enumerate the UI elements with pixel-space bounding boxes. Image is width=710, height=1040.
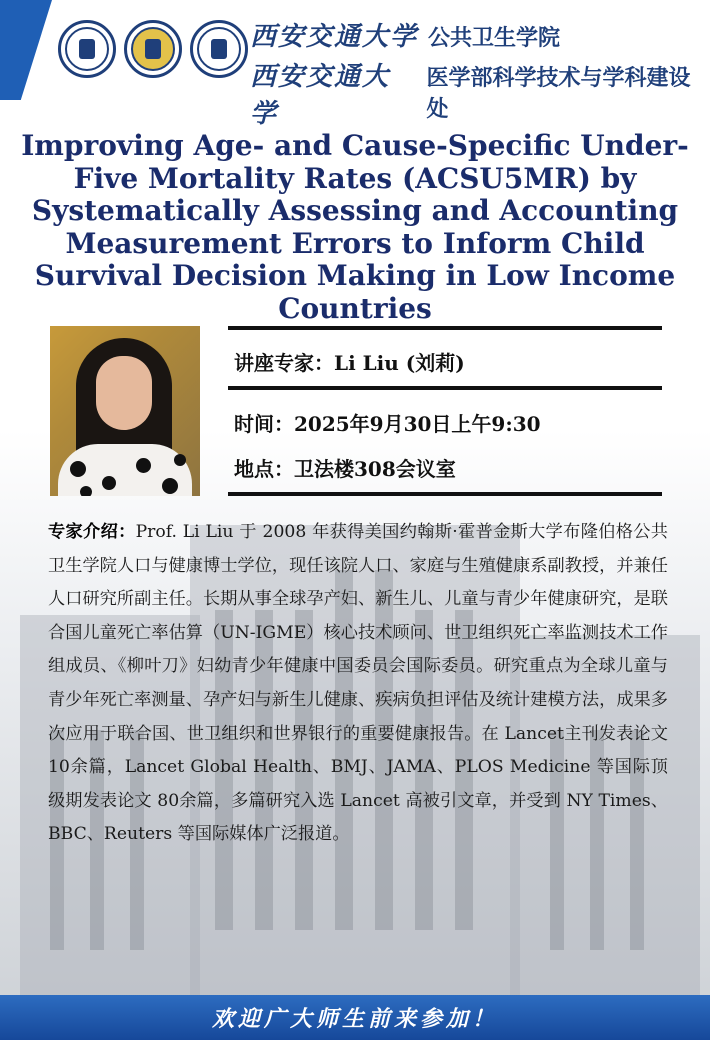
organizer-line [250,16,710,56]
organizer-list [250,16,710,129]
welcome-text: 欢迎广大师生前来参加！ [211,1006,498,1032]
speaker-row [234,347,465,376]
university-calligraphy: 西安交通大学 [250,22,419,52]
speaker-photo [50,326,200,496]
time-value: 2025年9月30日上午9:30 [294,412,541,436]
speaker-label: 讲座专家： [234,351,334,375]
speaker-bio [48,516,668,852]
time-label: 时间： [234,412,294,436]
bio-text: Prof. Li Liu 于 2008 年获得美国约翰斯·霍普金斯大学布隆伯格公共卫生学院人口与健康博士学位，现任该院人口、家庭与生殖健康系副教授，并兼任人口研究所副主任。长期从事全球孕产妇、新生儿、儿童与青少年健康研究，是联合国儿童死亡率估算（UN-IGME）核心技术顾问、世卫组织死亡率监测技术工作组成员、《柳叶刀》妇幼青少年健康中国委员会国际委员。研究重点为全球儿童与青少年死亡率测量、孕产妇与新生儿健康、疾病负担评估及统计建模方法，成果多次应用于联合国、世卫组织和世界银行的重要健康报告。在 Lancet主刊发表论文10余篇，Lancet Global Health、BMJ、JAMA、PLOS Medicine 等国际顶级期发表论文 80余篇，多篇研究入选 Lancet 高被引文章，并受到 NY Times、BBC、Reuters 等国际媒体广泛报道。 [48,522,668,845]
lecture-title: Improving Age- and Cause-Specific Under-Five Mortality Rates (ACSU5MR) by Systematically Assessing and Accounting Measurement Errors to Inform Child Survival Decision Making in Low Income Countries [21,129,689,325]
logo-group [58,20,248,78]
school-seal-icon [190,20,248,78]
medical-seal-icon [124,20,182,78]
place-label: 地点： [234,457,294,481]
bio-label: 专家介绍： [48,522,136,542]
corner-accent [0,0,52,100]
university-seal-icon [58,20,116,78]
organizer-unit: 医学部科学技术与学科建设处 [426,66,691,122]
place-value: 卫法楼308会议室 [294,457,456,481]
organizer-line [250,56,710,129]
place-row [234,453,456,482]
speaker-name: Li Liu (刘莉) [334,351,465,375]
divider-line [228,386,662,390]
divider-line [228,326,662,330]
organizer-unit: 公共卫生学院 [428,26,561,51]
divider-line [228,492,662,496]
university-calligraphy: 西安交通大学 [250,62,391,129]
welcome-banner [0,995,710,1040]
time-row [234,408,541,437]
